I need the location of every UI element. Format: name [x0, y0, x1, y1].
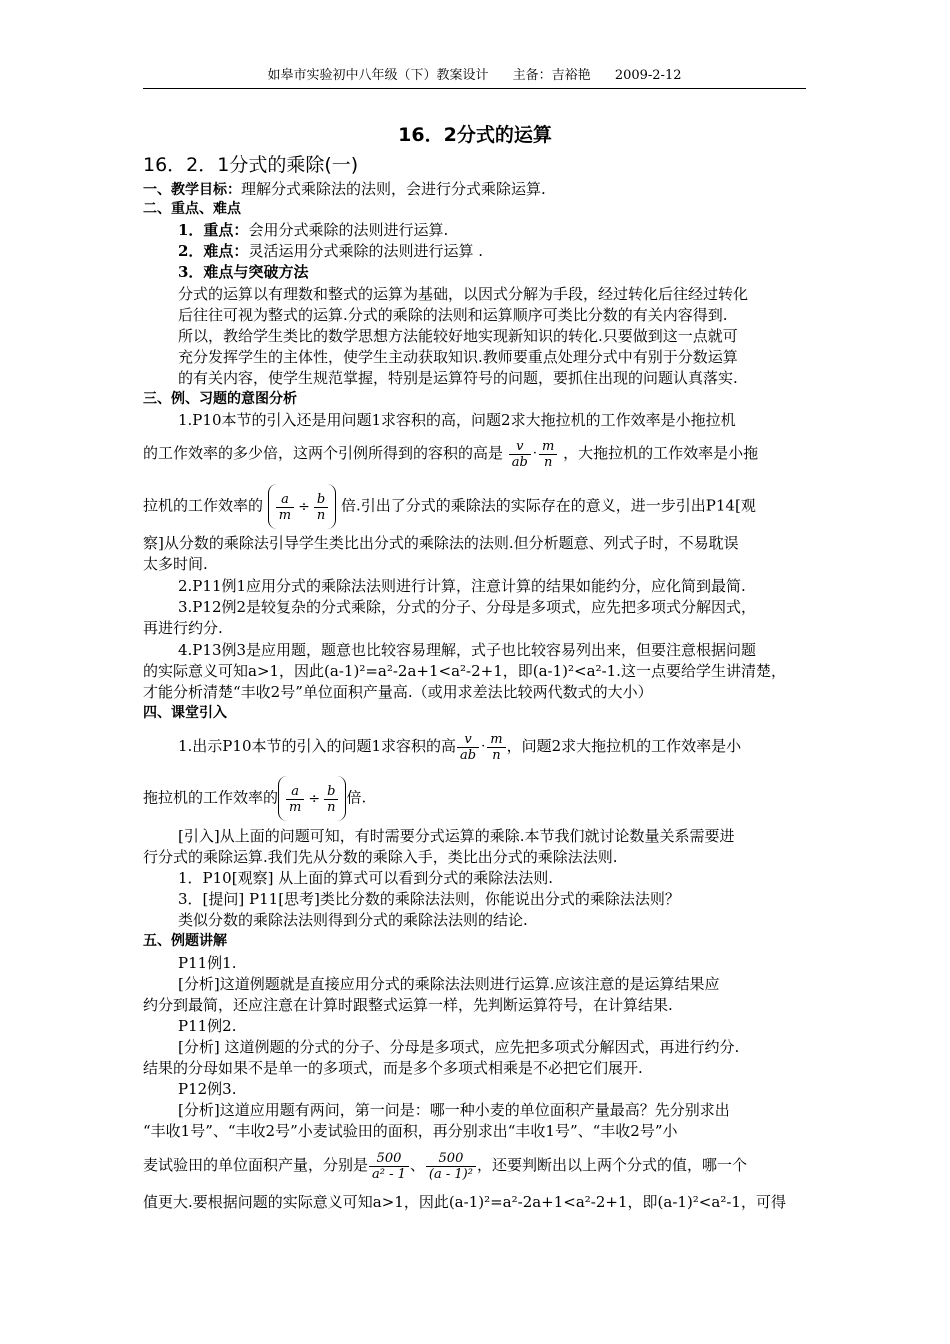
goal-text: 理解分式乘除法的法则，会进行分式乘除运算. [241, 180, 546, 198]
paragraph-line: 4.P13例3是应用题，题意也比较容易理解，式子也比较容易列出来，但要注意根据问题 [178, 641, 757, 659]
fraction-b-over-n [314, 492, 328, 523]
numerator: 500 [369, 1151, 409, 1167]
text-segment: ，问题2求大拖拉机的工作效率是小 [506, 737, 742, 755]
paragraph-line: 2.P11例1应用分式的乘除法法则进行计算，注意计算的结果如能约分，应化简到最简. [178, 577, 746, 595]
fraction-500-over-a-minus-1-squared [426, 1151, 476, 1182]
header-course: 如皋市实验初中八年级（下）教案设计 [267, 68, 489, 83]
denominator: ab [460, 747, 477, 763]
denominator: n [543, 454, 553, 470]
denominator: n [316, 507, 326, 523]
paragraph-line: 结果的分母如果不是单一的多项式，而是多个多项式相乘是不必把它们展开. [143, 1059, 643, 1077]
paragraph-line: 充分发挥学生的主体性，使学生主动获取知识.教师要重点处理分式中有别于分数运算 [178, 348, 738, 366]
numerator: 500 [426, 1151, 476, 1167]
paragraph-line: 再进行约分. [143, 619, 223, 637]
numerator: a [286, 784, 304, 800]
denominator: n [492, 747, 501, 763]
paragraph-line: 分式的运算以有理数和整式的运算为基础，以因式分解为手段，经过转化后往经过转化 [178, 285, 749, 303]
paragraph-line-with-formula [143, 436, 758, 471]
fraction-m-over-n [539, 439, 557, 470]
divide-sign: ÷ [308, 791, 321, 807]
section-subtitle: 16．2．1分式的乘除(一) [143, 154, 359, 176]
paragraph-line: [引入]从上面的问题可知，有时需要分式运算的乘除.本节我们就讨论数量关系需要进 [178, 827, 735, 845]
section-heading-goals: 一、教学目标： [143, 182, 241, 198]
divide-sign: ÷ [298, 499, 310, 515]
paragraph-line: [分析]这道应用题有两问，第一问是：哪一种小麦的单位面积产量最高？先分别求出 [178, 1101, 730, 1119]
paragraph-line: 太多时间. [143, 555, 208, 573]
parenthesized-expression [268, 484, 336, 529]
paragraph-line: 值更大.要根据问题的实际意义可知a>1，因此(a-1)²=a²-2a+1<a²-2+1，即(a-1)²<a²-1，可得 [143, 1193, 786, 1211]
key-point-text: 会用分式乘除的法则进行运算. [248, 221, 449, 239]
header-date: 2009-2-12 [614, 68, 682, 83]
paragraph-line: 行分式的乘除运算.我们先从分数的乘除入手，类比出分式的乘除法法则. [143, 848, 618, 866]
parenthesized-expression [278, 776, 346, 821]
text-segment: 、 [409, 1156, 425, 1174]
paragraph-line: 察]从分数的乘除法引导学生类比出分式的乘除法的法则.但分析题意、列式子时，不易耽误 [143, 534, 739, 552]
fraction-m-over-n [487, 732, 505, 763]
paragraph-line: 约分到最简，还应注意在计算时跟整式运算一样，先判断运算符号，在计算结果. [143, 996, 673, 1014]
paragraph-line-with-formula [143, 776, 366, 821]
denominator: m [278, 507, 292, 523]
text-segment: 倍.引出了分式的乘除法的实际存在的意义，进一步引出P14[观 [341, 496, 756, 515]
section-heading-examples-intent: 三、例、习题的意图分析 [143, 391, 297, 407]
page-header [143, 66, 806, 89]
section-heading-worked-examples: 五、例题讲解 [143, 933, 227, 949]
example-label: P11例1. [178, 954, 237, 972]
example-label: P12例3. [178, 1080, 237, 1098]
paragraph-line: [分析] 这道例题的分式的分子、分母是多项式，应先把多项式分解因式，再进行约分. [178, 1038, 740, 1056]
text-segment: ，还要判断出以上两个分式的值，哪一个 [476, 1156, 747, 1174]
breakthrough-heading: 3．难点与突破方法 [178, 263, 309, 281]
denominator: a² - 1 [372, 1166, 406, 1182]
paragraph-line: 才能分析清楚“丰收2号”单位面积产量高.（或用求差法比较两代数式的大小） [143, 683, 653, 701]
paragraph-line: [分析]这道例题就是直接应用分式的乘除法法则进行运算.应该注意的是运算结果应 [178, 975, 720, 993]
document-title: 16．2分式的运算 [398, 124, 552, 146]
header-author: 主备：吉裕艳 [512, 68, 591, 83]
fraction-v-over-ab [509, 439, 531, 470]
key-point-line [178, 220, 448, 240]
fraction-v-over-ab [457, 732, 479, 763]
paragraph-line: 3.P12例2是较复杂的分式乘除，分式的分子、分母是多项式，应先把多项式分解因式， [178, 598, 757, 616]
example-label: P11例2. [178, 1017, 237, 1035]
numerator: b [314, 492, 328, 508]
paragraph-line: 1．P10[观察] 从上面的算式可以看到分式的乘除法法则. [178, 869, 553, 887]
text-segment: 倍. [346, 788, 367, 807]
numerator: v [457, 732, 479, 748]
fraction-a-over-m [276, 492, 294, 523]
numerator: v [509, 439, 531, 455]
paragraph-line: “丰收1号”、“丰收2号”小麦试验田的面积，再分别求出“丰收1号”、“丰收2号”小 [143, 1122, 678, 1140]
difficulty-text: 灵活运用分式乘除的法则进行运算 . [248, 242, 483, 260]
text-segment: ，大拖拉机的工作效率是小拖 [563, 444, 759, 462]
paragraph-line-with-formula [143, 484, 756, 529]
difficulty-label: 2．难点： [178, 242, 249, 260]
text-segment: 麦试验田的单位面积产量，分别是 [143, 1156, 369, 1174]
paragraph-line: 类似分数的乘除法法则得到分式的乘除法法则的结论. [178, 911, 528, 929]
text-segment: 1.出示P10本节的引入的问题1求容积的高 [178, 737, 457, 755]
teaching-goal-line [143, 179, 546, 200]
paragraph-line-with-formula [143, 1146, 747, 1184]
text-segment: 拖拉机的工作效率的 [143, 788, 279, 807]
key-point-label: 1．重点： [178, 221, 249, 239]
numerator: b [324, 784, 338, 800]
paragraph-line: 后往往可视为整式的运算.分式的乘除的法则和运算顺序可类比分数的有关内容得到. [178, 306, 728, 324]
fraction-a-over-m [286, 784, 304, 815]
multiply-sign: · [481, 739, 486, 754]
paragraph-line: 的实际意义可知a>1，因此(a-1)²=a²-2a+1<a²-2+1，即(a-1)²<a²-1.这一点要给学生讲清楚， [143, 662, 786, 680]
denominator: n [327, 799, 336, 815]
difficulty-line [178, 241, 483, 261]
fraction-500-over-a2-minus-1 [369, 1151, 409, 1182]
numerator: a [276, 492, 294, 508]
section-heading-key-points: 二、重点、难点 [143, 201, 241, 217]
paragraph-line: 所以，教给学生类比的数学思想方法能较好地实现新知识的转化.只要做到这一点就可 [178, 327, 738, 345]
paragraph-line-with-formula [178, 729, 741, 764]
numerator: m [539, 439, 557, 455]
fraction-b-over-n [324, 784, 338, 815]
denominator: m [289, 799, 302, 815]
numerator: m [487, 732, 505, 748]
section-heading-introduction: 四、课堂引入 [143, 705, 227, 721]
text-segment: 的工作效率的多少倍，这两个引例所得到的容积的高是 [143, 444, 504, 462]
paragraph-line: 3．[提问] P11[思考]类比分数的乘除法法则，你能说出分式的乘除法法则？ [178, 890, 680, 908]
multiply-sign: · [532, 446, 538, 461]
paragraph-line: 的有关内容，使学生规范掌握，特别是运算符号的问题，要抓住出现的问题认真落实. [178, 369, 738, 387]
denominator: (a - 1)² [428, 1166, 473, 1182]
denominator: ab [511, 454, 528, 470]
paragraph-line: 1.P10本节的引入还是用问题1求容积的高，问题2求大拖拉机的工作效率是小拖拉机 [178, 411, 736, 429]
text-segment: 拉机的工作效率的 [143, 496, 264, 515]
